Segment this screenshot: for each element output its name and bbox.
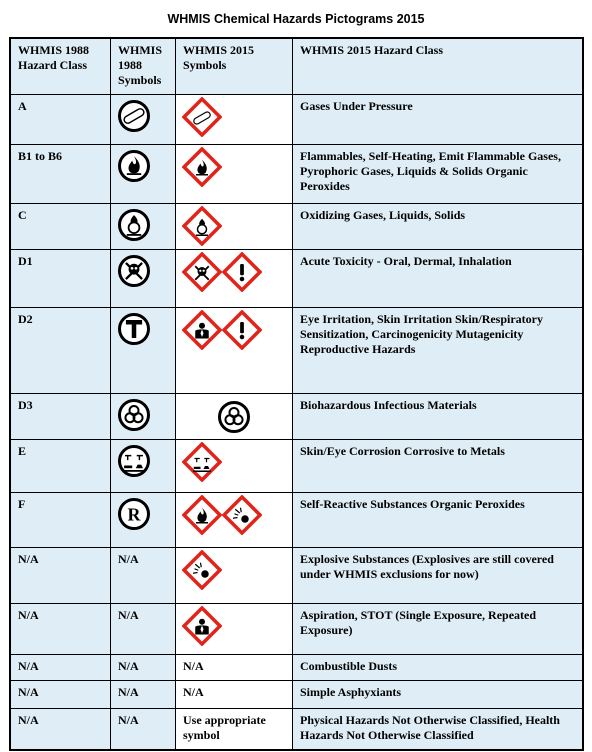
symbols-1988 — [111, 94, 176, 144]
biohazard-circle-icon — [217, 400, 251, 434]
symbols-1988 — [111, 439, 176, 492]
health-hazard-diamond-icon — [182, 310, 222, 350]
hazard-class-1988: C — [10, 203, 111, 249]
symbols-1988: N/A — [111, 654, 176, 680]
table-row — [10, 680, 583, 708]
symbols-2015 — [176, 94, 293, 144]
exploding-bomb-diamond-icon — [182, 550, 222, 590]
hazard-class-2015: Aspiration, STOT (Single Exposure, Repeated Exposure) — [293, 603, 584, 654]
hazard-class-2015: Acute Toxicity - Oral, Dermal, Inhalation — [293, 249, 584, 307]
header-1988-class: WHMIS 1988 Hazard Class — [10, 38, 111, 94]
symbols-2015: N/A — [176, 680, 293, 708]
hazard-class-2015: Skin/Eye Corrosion Corrosive to Metals — [293, 439, 584, 492]
hazard-class-2015: Simple Asphyxiants — [293, 680, 584, 708]
flame-circle-icon — [117, 149, 151, 183]
skull-crossbones-diamond-icon — [182, 252, 222, 292]
symbols-2015 — [176, 439, 293, 492]
header-2015-symbols: WHMIS 2015 Symbols — [176, 38, 293, 94]
table-row — [10, 249, 583, 307]
hazard-class-1988: N/A — [10, 654, 111, 680]
hazard-class-2015: Gases Under Pressure — [293, 94, 584, 144]
hazard-class-1988: A — [10, 94, 111, 144]
biohazard-circle-icon — [117, 398, 151, 432]
gas-cylinder-circle-icon — [117, 99, 151, 133]
hazard-class-1988: N/A — [10, 547, 111, 603]
health-hazard-diamond-icon — [182, 606, 222, 646]
table-row — [10, 547, 583, 603]
hazard-class-2015: Biohazardous Infectious Materials — [293, 393, 584, 439]
hazard-table — [9, 37, 584, 751]
symbols-2015: N/A — [176, 654, 293, 680]
table-row — [10, 203, 583, 249]
symbols-1988: N/A — [111, 603, 176, 654]
symbols-1988 — [111, 307, 176, 393]
hazard-class-1988: N/A — [10, 708, 111, 750]
hazard-class-1988: E — [10, 439, 111, 492]
table-row — [10, 94, 583, 144]
exclamation-mark-diamond-icon — [222, 310, 262, 350]
hazard-class-1988: D2 — [10, 307, 111, 393]
symbols-2015 — [176, 203, 293, 249]
flame-diamond-icon — [182, 495, 222, 535]
symbols-1988 — [111, 492, 176, 547]
exploding-bomb-diamond-icon — [222, 495, 262, 535]
hazard-class-2015: Self-Reactive Substances Organic Peroxides — [293, 492, 584, 547]
hazard-class-1988: N/A — [10, 680, 111, 708]
flame-diamond-icon — [182, 147, 222, 187]
symbols-2015 — [176, 492, 293, 547]
hazard-class-2015: Eye Irritation, Skin Irritation Skin/Respiratory Sensitization, Carcinogenicity Mutagenicity Reproductive Hazards — [293, 307, 584, 393]
corrosion-circle-icon — [117, 444, 151, 478]
flame-over-circle-diamond-icon — [182, 206, 222, 246]
page-title: WHMIS Chemical Hazards Pictograms 2015 — [167, 12, 425, 26]
header-2015-class: WHMIS 2015 Hazard Class — [293, 38, 584, 94]
hazard-class-1988: D1 — [10, 249, 111, 307]
symbols-2015 — [176, 603, 293, 654]
symbols-2015 — [176, 547, 293, 603]
table-header-row — [10, 38, 583, 94]
hazard-class-1988: N/A — [10, 603, 111, 654]
symbols-2015 — [176, 249, 293, 307]
symbols-1988 — [111, 249, 176, 307]
skull-crossbones-circle-icon — [117, 254, 151, 288]
symbols-2015 — [176, 307, 293, 393]
symbols-2015 — [176, 393, 293, 439]
hazard-class-2015: Explosive Substances (Explosives are still covered under WHMIS exclusions for now) — [293, 547, 584, 603]
hazard-class-2015: Oxidizing Gases, Liquids, Solids — [293, 203, 584, 249]
hazard-class-2015: Combustible Dusts — [293, 654, 584, 680]
svg-text:R: R — [127, 503, 141, 524]
table-row — [10, 603, 583, 654]
symbols-1988: N/A — [111, 547, 176, 603]
symbols-1988 — [111, 393, 176, 439]
table-row — [10, 144, 583, 203]
flame-over-circle-circle-icon — [117, 208, 151, 242]
symbols-1988 — [111, 144, 176, 203]
r-symbol-circle-icon — [117, 497, 151, 531]
table-row — [10, 708, 583, 750]
symbols-1988: N/A — [111, 680, 176, 708]
symbols-1988 — [111, 203, 176, 249]
hazard-class-2015: Physical Hazards Not Otherwise Classified, Health Hazards Not Otherwise Classified — [293, 708, 584, 750]
table-row — [10, 492, 583, 547]
symbols-1988: N/A — [111, 708, 176, 750]
t-symbol-circle-icon — [117, 312, 151, 346]
gas-cylinder-diamond-icon — [182, 97, 222, 137]
symbols-2015: Use appropriate symbol — [176, 708, 293, 750]
table-row — [10, 439, 583, 492]
corrosion-diamond-icon — [182, 442, 222, 482]
table-row — [10, 393, 583, 439]
hazard-class-1988: D3 — [10, 393, 111, 439]
exclamation-mark-diamond-icon — [222, 252, 262, 292]
hazard-class-2015: Flammables, Self-Heating, Emit Flammable Gases, Pyrophoric Gases, Liquids & Solids Organic Peroxides — [293, 144, 584, 203]
hazard-class-1988: F — [10, 492, 111, 547]
table-row — [10, 654, 583, 680]
symbols-2015 — [176, 144, 293, 203]
table-row — [10, 307, 583, 393]
hazard-class-1988: B1 to B6 — [10, 144, 111, 203]
header-1988-symbols: WHMIS 1988 Symbols — [111, 38, 176, 94]
